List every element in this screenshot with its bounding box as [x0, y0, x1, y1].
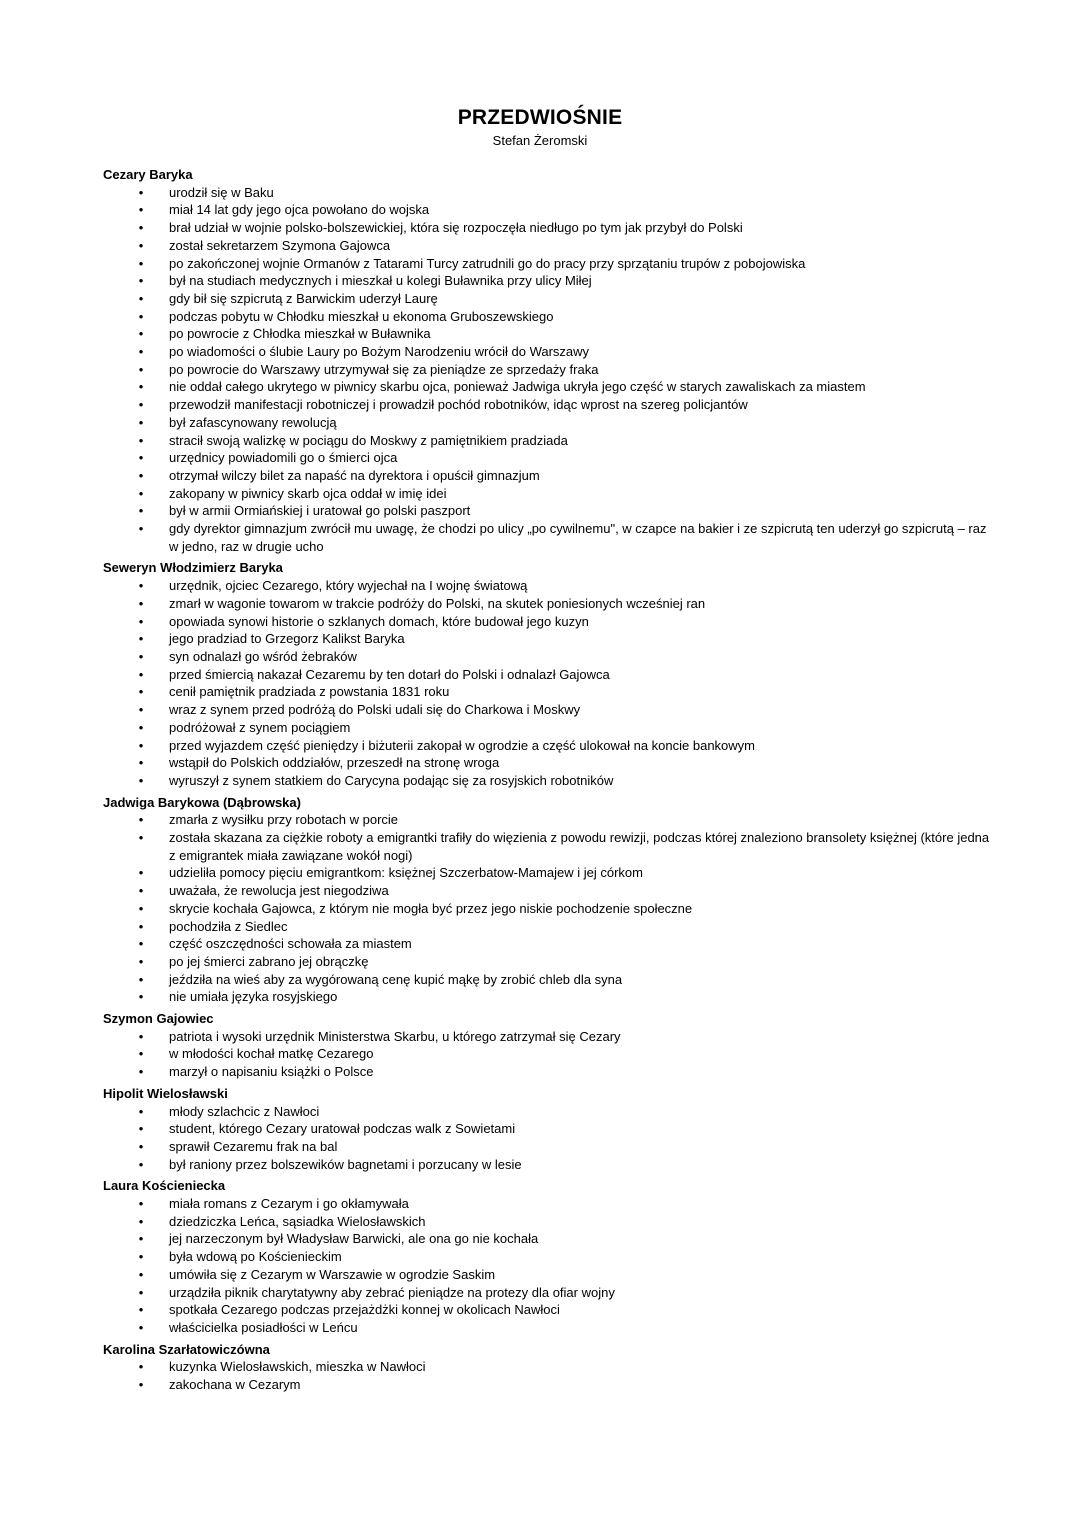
list-item-text: pochodziła z Siedlec [169, 918, 288, 934]
list-item [103, 1103, 993, 1121]
list-item-text: wyruszył z synem statkiem do Carycyna podając się za rosyjskich robotników [169, 772, 614, 788]
list-item-text: urodził się w Baku [169, 184, 274, 200]
list-item [103, 1028, 993, 1046]
list-item-text: umówiła się z Cezarym w Warszawie w ogrodzie Saskim [169, 1266, 496, 1282]
list-item [103, 325, 993, 343]
list-item-text: udzieliła pomocy pięciu emigrantkom: księżnej Szczerbatow-Mamajew i jej córkom [169, 865, 643, 881]
character-facts-list [103, 1195, 993, 1337]
character-facts-list [103, 1103, 993, 1174]
bullet-icon: • [138, 379, 144, 395]
list-item [103, 485, 993, 503]
list-item-text: wstąpił do Polskich oddziałów, przeszedł na stronę wroga [169, 755, 500, 771]
bullet-icon: • [138, 326, 144, 342]
list-item-text: jego pradziad to Grzegorz Kalikst Baryka [169, 631, 405, 647]
character-facts-list [103, 811, 993, 1006]
list-item-text: kuzynka Wielosławskich, mieszka w Nawłoci [169, 1359, 426, 1375]
character-section [103, 1177, 993, 1336]
character-heading: Karolina Szarłatowiczówna [103, 1341, 270, 1357]
list-item-text: podróżował z synem pociągiem [169, 719, 351, 735]
document-author: Stefan Żeromski [492, 133, 588, 148]
list-item [103, 343, 993, 361]
list-item [103, 1266, 993, 1284]
bullet-icon: • [138, 1196, 144, 1212]
bullet-icon: • [138, 521, 144, 537]
bullet-icon: • [138, 361, 144, 377]
bullet-icon: • [138, 397, 144, 413]
bullet-icon: • [138, 631, 144, 647]
list-item-text: przed wyjazdem część pieniędzy i biżuterii zakopał w ogrodzie a część ulokował na koncie bankowym [169, 737, 756, 753]
list-item-text: był w armii Ormiańskiej i uratował go polski paszport [169, 503, 471, 519]
character-section [103, 1341, 993, 1394]
list-item [103, 396, 993, 414]
list-item-text: miała romans z Cezarym i go okłamywała [169, 1196, 409, 1212]
list-item-text: uważała, że rewolucja jest niegodziwa [169, 883, 389, 899]
bullet-icon: • [138, 900, 144, 916]
list-item-text: została skazana za ciężkie roboty a emigrantki trafiły do więzienia z powodu rewizji, podczas której znaleziono bransolety księżnej (które jedna z emigrantek miała zawiązane wokół nogi) [169, 830, 990, 863]
bullet-icon: • [138, 1284, 144, 1300]
list-item [103, 701, 993, 719]
list-item [103, 918, 993, 936]
list-item-text: stracił swoją walizkę w pociągu do Moskwy z pamiętnikiem pradziada [169, 432, 568, 448]
bullet-icon: • [138, 1231, 144, 1247]
list-item [103, 1156, 993, 1174]
list-item [103, 595, 993, 613]
list-item [103, 361, 993, 379]
bullet-icon: • [138, 503, 144, 519]
list-item-text: podczas pobytu w Chłodku mieszkał u ekonoma Gruboszewskiego [169, 308, 554, 324]
list-item [103, 864, 993, 882]
list-item [103, 613, 993, 631]
bullet-icon: • [138, 1359, 144, 1375]
list-item-text: był na studiach medycznych i mieszkał u kolegi Buławnika przy ulicy Miłej [169, 273, 592, 289]
list-item [103, 1301, 993, 1319]
list-item [103, 577, 993, 595]
list-item-text: zmarł w wagonie towarom w trakcie podróży do Polski, na skutek poniesionych wcześniej ran [169, 595, 706, 611]
list-item-text: była wdową po Kościenieckim [169, 1249, 342, 1265]
list-item-text: student, którego Cezary uratował podczas walk z Sowietami [169, 1121, 516, 1137]
list-item [103, 1045, 993, 1063]
bullet-icon: • [138, 1028, 144, 1044]
bullet-icon: • [138, 953, 144, 969]
list-item-text: po wiadomości o ślubie Laury po Bożym Narodzeniu wrócił do Warszawy [169, 344, 590, 360]
list-item [103, 683, 993, 701]
bullet-icon: • [138, 865, 144, 881]
bullet-icon: • [138, 344, 144, 360]
list-item [103, 449, 993, 467]
character-section [103, 166, 993, 555]
list-item-text: młody szlachcic z Nawłoci [169, 1103, 320, 1119]
list-item-text: urządziła piknik charytatywny aby zebrać pieniądze na protezy dla ofiar wojny [169, 1284, 615, 1300]
list-item-text: był zafascynowany rewolucją [169, 414, 337, 430]
list-item-text: został sekretarzem Szymona Gajowca [169, 237, 391, 253]
bullet-icon: • [138, 290, 144, 306]
list-item-text: gdy bił się szpicrutą z Barwickim uderzył Laurę [169, 290, 438, 306]
bullet-icon: • [138, 755, 144, 771]
bullet-icon: • [138, 432, 144, 448]
character-facts-list [103, 1028, 993, 1081]
list-item [103, 201, 993, 219]
list-item-text: sprawił Cezaremu frak na bal [169, 1138, 338, 1154]
list-item-text: nie umiała języka rosyjskiego [169, 989, 338, 1005]
list-item-text: przed śmiercią nakazał Cezaremu by ten dotarł do Polski i odnalazł Gajowca [169, 666, 610, 682]
list-item-text: po powrocie do Warszawy utrzymywał się za pieniądze ze sprzedaży fraka [169, 361, 599, 377]
bullet-icon: • [138, 220, 144, 236]
list-item-text: wraz z synem przed podróżą do Polski udali się do Charkowa i Moskwy [169, 702, 581, 718]
document-content [103, 166, 993, 1398]
list-item [103, 1376, 993, 1394]
list-item [103, 829, 993, 864]
list-item-text: cenił pamiętnik pradziada z powstania 1831 roku [169, 684, 450, 700]
list-item [103, 1248, 993, 1266]
character-facts-list [103, 577, 993, 789]
bullet-icon: • [138, 971, 144, 987]
character-heading: Hipolit Wielosławski [103, 1085, 228, 1101]
list-item [103, 719, 993, 737]
list-item [103, 184, 993, 202]
character-section [103, 559, 993, 789]
bullet-icon: • [138, 918, 144, 934]
list-item [103, 255, 993, 273]
bullet-icon: • [138, 1320, 144, 1335]
list-item [103, 1284, 993, 1302]
character-section [103, 1085, 993, 1174]
list-item [103, 811, 993, 829]
list-item-text: dziedziczka Leńca, sąsiadka Wielosławskich [169, 1213, 426, 1229]
list-item-text: zakopany w piwnicy skarb ojca oddał w imię idei [169, 485, 447, 501]
character-heading: Jadwiga Barykowa (Dąbrowska) [103, 794, 301, 810]
list-item [103, 290, 993, 308]
bullet-icon: • [138, 1064, 144, 1080]
bullet-icon: • [138, 1121, 144, 1137]
character-section [103, 1010, 993, 1081]
bullet-icon: • [138, 772, 144, 788]
list-item-text: marzył o napisaniu książki o Polsce [169, 1064, 374, 1080]
bullet-icon: • [138, 1103, 144, 1119]
bullet-icon: • [138, 684, 144, 700]
bullet-icon: • [138, 273, 144, 289]
bullet-icon: • [138, 812, 144, 828]
list-item [103, 1138, 993, 1156]
bullet-icon: • [138, 1138, 144, 1154]
list-item-text: syn odnalazł go wśród żebraków [169, 648, 357, 664]
list-item [103, 953, 993, 971]
character-facts-list [103, 184, 993, 556]
bullet-icon: • [138, 255, 144, 271]
list-item [103, 772, 993, 790]
list-item [103, 237, 993, 255]
list-item-text: opowiada synowi historie o szklanych domach, które budował jego kuzyn [169, 613, 589, 629]
list-item [103, 1063, 993, 1081]
list-item-text: po jej śmierci zabrano jej obrączkę [169, 953, 369, 969]
bullet-icon: • [138, 237, 144, 253]
bullet-icon: • [138, 578, 144, 594]
bullet-icon: • [138, 989, 144, 1005]
list-item [103, 648, 993, 666]
bullet-icon: • [138, 1302, 144, 1318]
list-item-text: spotkała Cezarego podczas przejażdżki konnej w okolicach Nawłoci [169, 1302, 560, 1318]
list-item [103, 900, 993, 918]
list-item-text: właścicielka posiadłości w Leńcu [169, 1320, 358, 1335]
list-item [103, 666, 993, 684]
character-facts-list [103, 1358, 993, 1393]
bullet-icon: • [138, 737, 144, 753]
bullet-icon: • [138, 936, 144, 952]
list-item [103, 502, 993, 520]
bullet-icon: • [138, 648, 144, 664]
list-item [103, 272, 993, 290]
bullet-icon: • [138, 1213, 144, 1229]
character-heading: Laura Kościeniecka [103, 1178, 226, 1194]
bullet-icon: • [138, 595, 144, 611]
list-item-text: po zakończonej wojnie Ormanów z Tatarami Turcy zatrudnili go do pracy przy sprzątaniu trupów z pobojowiska [169, 255, 806, 271]
list-item-text: urzędnik, ojciec Cezarego, który wyjechał na I wojnę światową [169, 578, 528, 594]
list-item-text: po powrocie z Chłodka mieszkał w Buławnika [169, 326, 431, 342]
list-item-text: zmarła z wysiłku przy robotach w porcie [169, 812, 399, 828]
bullet-icon: • [138, 613, 144, 629]
bullet-icon: • [138, 1156, 144, 1172]
list-item-text: jeździła na wieś aby za wygórowaną cenę kupić mąkę by zrobić chleb dla syna [169, 971, 623, 987]
list-item-text: otrzymał wilczy bilet za napaść na dyrektora i opuścił gimnazjum [169, 467, 540, 483]
list-item [103, 754, 993, 772]
character-heading: Szymon Gajowiec [103, 1011, 214, 1027]
list-item-text: w młodości kochał matkę Cezarego [169, 1046, 374, 1062]
list-item [103, 1319, 993, 1337]
bullet-icon: • [138, 702, 144, 718]
character-section [103, 794, 993, 1006]
bullet-icon: • [138, 414, 144, 430]
list-item [103, 1358, 993, 1376]
document-title: PRZEDWIOŚNIE [457, 106, 623, 129]
bullet-icon: • [138, 719, 144, 735]
list-item [103, 308, 993, 326]
list-item-text: część oszczędności schowała za miastem [169, 936, 412, 952]
list-item [103, 882, 993, 900]
list-item [103, 1195, 993, 1213]
bullet-icon: • [138, 883, 144, 899]
bullet-icon: • [138, 450, 144, 466]
list-item [103, 630, 993, 648]
list-item-text: zakochana w Cezarym [169, 1377, 301, 1393]
list-item [103, 971, 993, 989]
bullet-icon: • [138, 202, 144, 218]
list-item [103, 467, 993, 485]
bullet-icon: • [138, 485, 144, 501]
list-item [103, 219, 993, 237]
list-item-text: nie oddał całego ukrytego w piwnicy skarbu ojca, ponieważ Jadwiga ukryła jego część w starych zawaliskach za miastem [169, 379, 866, 395]
list-item-text: patriota i wysoki urzędnik Ministerstwa Skarbu, u którego zatrzymał się Cezary [169, 1028, 621, 1044]
character-heading: Seweryn Włodzimierz Baryka [103, 560, 283, 576]
list-item-text: urzędnicy powiadomili go o śmierci ojca [169, 450, 398, 466]
list-item-text: skrycie kochała Gajowca, z którym nie mogła być przez jego niskie pochodzenie społeczne [169, 900, 693, 916]
bullet-icon: • [138, 1266, 144, 1282]
bullet-icon: • [138, 1377, 144, 1393]
bullet-icon: • [138, 1249, 144, 1265]
list-item-text: miał 14 lat gdy jego ojca powołano do wojska [169, 202, 430, 218]
list-item-text: był raniony przez bolszewików bagnetami i porzucany w lesie [169, 1156, 522, 1172]
list-item-text: jej narzeczonym był Władysław Barwicki, ale ona go nie kochała [169, 1231, 539, 1247]
list-item-text: brał udział w wojnie polsko-bolszewickiej, która się rozpoczęła niedługo po tym jak przybył do Polski [169, 220, 743, 236]
bullet-icon: • [138, 666, 144, 682]
bullet-icon: • [138, 184, 144, 200]
list-item [103, 378, 993, 396]
list-item [103, 1120, 993, 1138]
list-item-text: gdy dyrektor gimnazjum zwrócił mu uwagę, że chodzi po ulicy „po cywilnemu", w czapce na bakier i ze szpicrutą ten uderzył go szpicrutą – raz w jedno, raz w drugie ucho [169, 521, 987, 554]
list-item [103, 1213, 993, 1231]
character-heading: Cezary Baryka [103, 167, 193, 182]
list-item [103, 737, 993, 755]
list-item [103, 414, 993, 432]
bullet-icon: • [138, 308, 144, 324]
bullet-icon: • [138, 467, 144, 483]
list-item [103, 520, 993, 555]
bullet-icon: • [138, 830, 144, 846]
list-item [103, 1230, 993, 1248]
list-item-text: przewodził manifestacji robotniczej i prowadził pochód robotników, idąc wprost na szereg policjantów [169, 397, 748, 413]
bullet-icon: • [138, 1046, 144, 1062]
list-item [103, 432, 993, 450]
list-item [103, 935, 993, 953]
list-item [103, 988, 993, 1006]
